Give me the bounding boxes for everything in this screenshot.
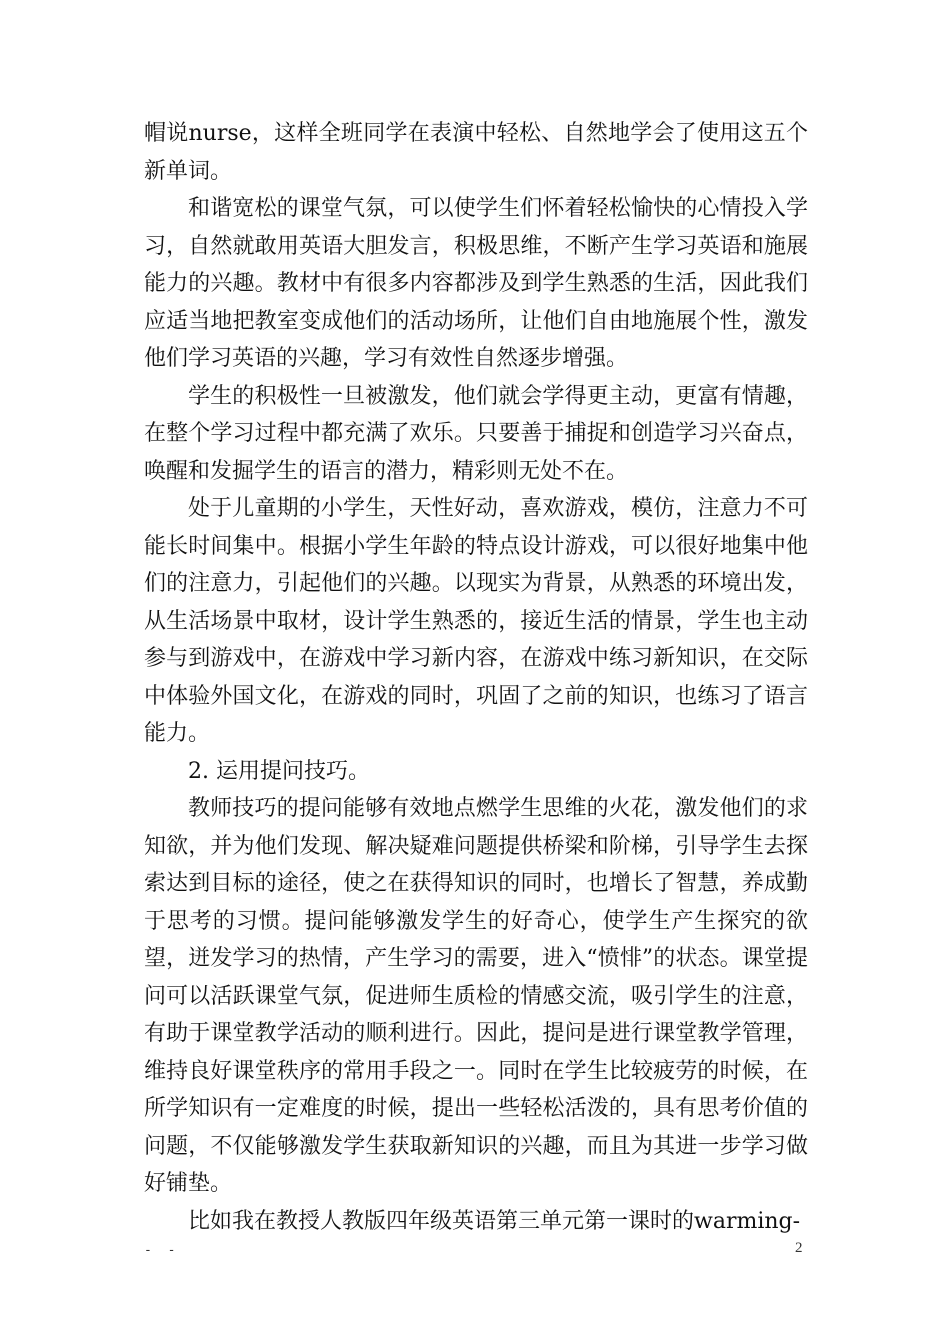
paragraph: 教师技巧的提问能够有效地点燃学生思维的火花，激发他们的求知欲，并为他们发现、解决疑难问题提供桥梁和阶梯，引导学生去探索达到目标的途径，使之在获得知识的同时，也增长了智慧，养成勤于思考的习惯。提问能够激发学生的好奇心，使学生产生探究的欲望，迸发学习的热情，产生学习的需要，进入“愤悱”的状态。课堂提问可以活跃课堂气氛，促进师生质检的情感交流，吸引学生的注意，有助于课堂教学活动的顺利进行。因此，提问是进行课堂教学管理，维持良好课堂秩序的常用手段之一。同时在学生比较疲劳的时候，在所学知识有一定难度的时候，提出一些轻松活泼的，具有思考价值的问题，不仅能够激发学生获取新知识的兴趣，而且为其进一步学习做好铺垫。 <box>144 796 808 1196</box>
paragraph: 处于儿童期的小学生，天性好动，喜欢游戏，模仿，注意力不可能长时间集中。根据小学生年龄的特点设计游戏，可以很好地集中他们的注意力，引起他们的兴趣。以现实为背景，从熟悉的环境出发，从生活场景中取材，设计学生熟悉的，接近生活的情景，学生也主动参与到游戏中，在游戏中学习新内容，在游戏中练习新知识，在交际中体验外国文化，在游戏的同时，巩固了之前的知识，也练习了语言能力。 <box>144 496 808 746</box>
paragraph: 学生的积极性一旦被激发，他们就会学得更主动，更富有情趣，在整个学习过程中都充满了欢乐。只要善于捕捉和创造学习兴奋点，唤醒和发掘学生的语言的潜力，精彩则无处不在。 <box>144 383 808 484</box>
section-heading: 2. 运用提问技巧。 <box>188 758 370 784</box>
paragraph: 和谐宽松的课堂气氛，可以使学生们怀着轻松愉快的心情投入学习，自然就敢用英语大胆发言，积极思维，不断产生学习英语和施展能力的兴趣。教材中有很多内容都涉及到学生熟悉的生活，因此我们应适当地把教室变成他们的活动场所，让他们自由地施展个性，激发他们学习英语的兴趣，学习有效性自然逐步增强。 <box>144 196 808 371</box>
page-number: 2 <box>795 1240 803 1256</box>
paragraph: 帽说nurse，这样全班同学在表演中轻松、自然地学会了使用这五个新单词。 <box>144 121 808 184</box>
footer-mark: - - <box>144 1243 180 1258</box>
paragraph: 比如我在教授人教版四年级英语第三单元第一课时的warming- <box>188 1208 801 1234</box>
document-body <box>144 115 808 1240</box>
